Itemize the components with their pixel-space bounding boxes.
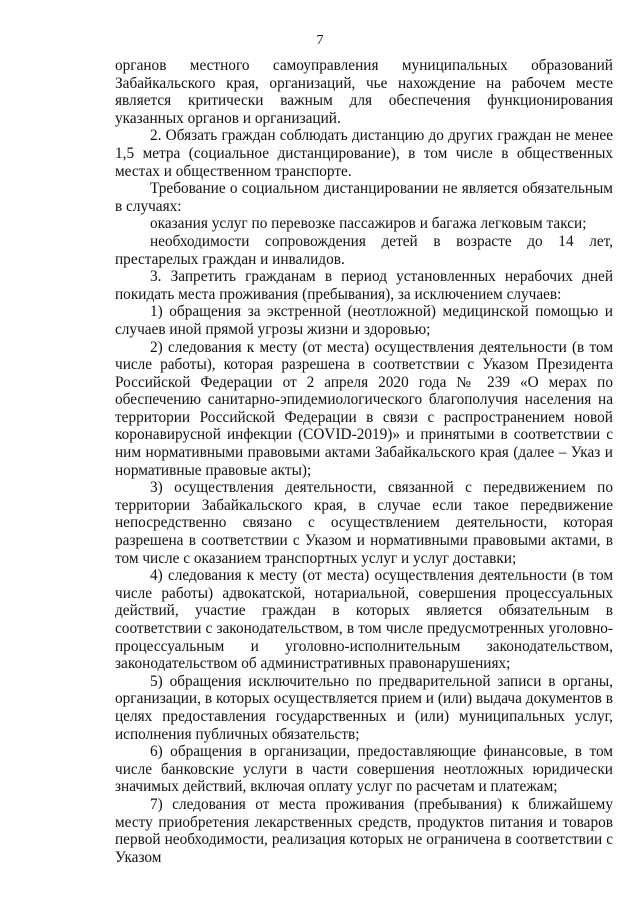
paragraph-continuation: органов местного самоуправления муниципальных образований Забайкальского края, организаций, чье нахождение на рабочем месте является критически важным для обеспечения функционирования указанных органов и организаций.	[115, 57, 613, 127]
paragraph-exception-taxi: оказания услуг по перевозке пассажиров и багажа легковым такси;	[150, 215, 587, 233]
paragraph-subitem-7: 7) следования от места проживания (пребывания) к ближайшему месту приобретения лекарственных средств, продуктов питания и товаров первой необходимости, реализация которых не ограничена в соответствии с Указом	[115, 795, 613, 866]
document-body	[115, 57, 613, 866]
paragraph-exception-escort: необходимости сопровождения детей в возрасте до 14 лет, престарелых граждан и инвалидов.	[115, 232, 613, 268]
paragraph-item-3: 3. Запретить гражданам в период установленных нерабочих дней покидать места проживания (пребывания), за исключением случаев:	[115, 268, 613, 303]
paragraph-subitem-5: 5) обращения исключительно по предварительной записи в органы, организации, в которых осуществляется прием и (или) выдача документов в целях предоставления государственных и (или) муниципальных услуг, исполнения публичных обязательств;	[115, 672, 613, 743]
paragraph-subitem-6: 6) обращения в организации, предоставляющие финансовые, в том числе банковские услуги в части совершения неотложных юридически значимых действий, включая оплату услуг по расчетам и платежам;	[115, 743, 613, 796]
paragraph-subitem-4: 4) следования к месту (от места) осуществления деятельности (в том числе работы) адвокатской, нотариальной, совершения процессуальных действий, участие граждан в которых является обязательным в соответствии с законодательством, в том числе предусмотренных уголовно-процессуальным и уголовно-исполнительным законодательством, законодательством об административных правонарушениях;	[115, 567, 613, 673]
page-number: 7	[316, 33, 324, 48]
paragraph-subitem-1: 1) обращения за экстренной (неотложной) медицинской помощью и случаев иной прямой угрозы жизни и здоровью;	[115, 303, 613, 338]
paragraph-requirement: Требование о социальном дистанцировании не является обязательным в случаях:	[115, 180, 613, 215]
paragraph-subitem-2: 2) следования к месту (от места) осуществления деятельности (в том числе работы), которая разрешена в соответствии с Указом Президента Российской Федерации от 2 апреля 2020 года № 239 «О мерах по обеспечению санитарно-эпидемиологического благополучия населения на территории Российской Федерации в связи с распространением новой коронавирусной инфекции (COVID-2019)» и принятыми в соответствии с ним нормативными правовыми актами Забайкальского края (далее – Указ и нормативные правовые акты);	[115, 338, 613, 479]
paragraph-item-2: 2. Обязать граждан соблюдать дистанцию до других граждан не менее 1,5 метра (социальное дистанцирование), в том числе в общественных местах и общественном транспорте.	[115, 127, 613, 180]
paragraph-subitem-3: 3) осуществления деятельности, связанной с передвижением по территории Забайкальского края, в случае если такое передвижение непосредственно связано с осуществлением деятельности, которая разрешена в соответствии с Указом и нормативными правовыми актами, в том числе с оказанием транспортных услуг и услуг доставки;	[115, 479, 613, 567]
